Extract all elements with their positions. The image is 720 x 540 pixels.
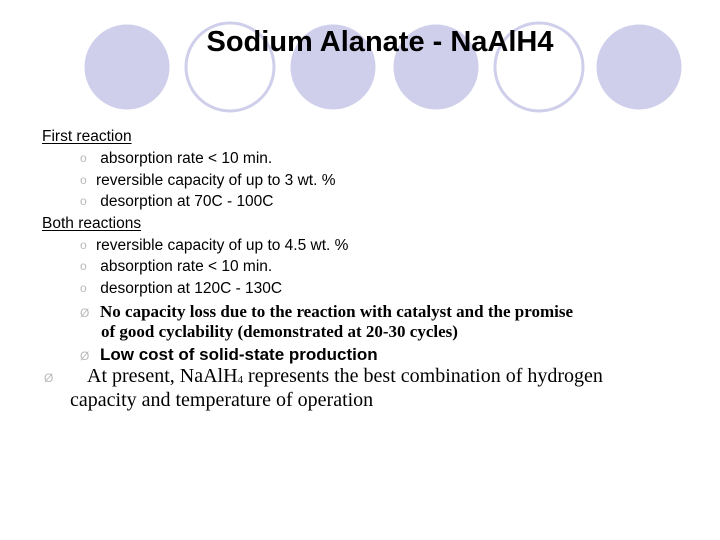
circle-bullet-icon: o	[80, 259, 87, 273]
circle-bullet-icon: o	[80, 194, 87, 208]
list-item: o desorption at 120C - 130C	[80, 280, 283, 297]
list-item	[80, 302, 573, 322]
circle-bullet-icon: o	[80, 173, 87, 187]
slide-title: Sodium Alanate - NaAlH4	[206, 26, 554, 58]
conclusion-text-continued: capacity and temperature of operation	[70, 389, 374, 411]
arrow-bullet-icon: Ø	[44, 371, 54, 385]
circle-bullet-icon: o	[80, 151, 87, 165]
list-item: o reversible capacity of up to 4.5 wt. %	[80, 237, 349, 254]
low-cost-text: Low cost of solid-state production	[100, 345, 378, 364]
capacity-loss-text-continued: of good cyclability (demonstrated at 20-30 cycles)	[101, 322, 458, 341]
conclusion-text: At present, NaAlH$_4$ represents the best combination of hydrogen	[87, 365, 603, 387]
capacity-loss-text: No capacity loss due to the reaction with catalyst and the promise	[100, 302, 573, 321]
circle-bullet-icon: o	[80, 281, 87, 295]
list-item: o reversible capacity of up to 3 wt. %	[80, 172, 336, 189]
list-item: o desorption at 70C - 100C	[80, 193, 274, 210]
both-reactions-heading: Both reactions	[42, 215, 142, 232]
arrow-bullet-icon: Ø	[80, 306, 90, 320]
list-item: o absorption rate < 10 min.	[80, 258, 273, 275]
conclusion-item	[44, 365, 603, 388]
arrow-bullet-icon: Ø	[80, 349, 90, 363]
list-item: o absorption rate < 10 min.	[80, 150, 273, 167]
circle-bullet-icon: o	[80, 238, 87, 252]
first-reaction-heading: First reaction	[42, 128, 132, 145]
list-item	[80, 345, 378, 365]
